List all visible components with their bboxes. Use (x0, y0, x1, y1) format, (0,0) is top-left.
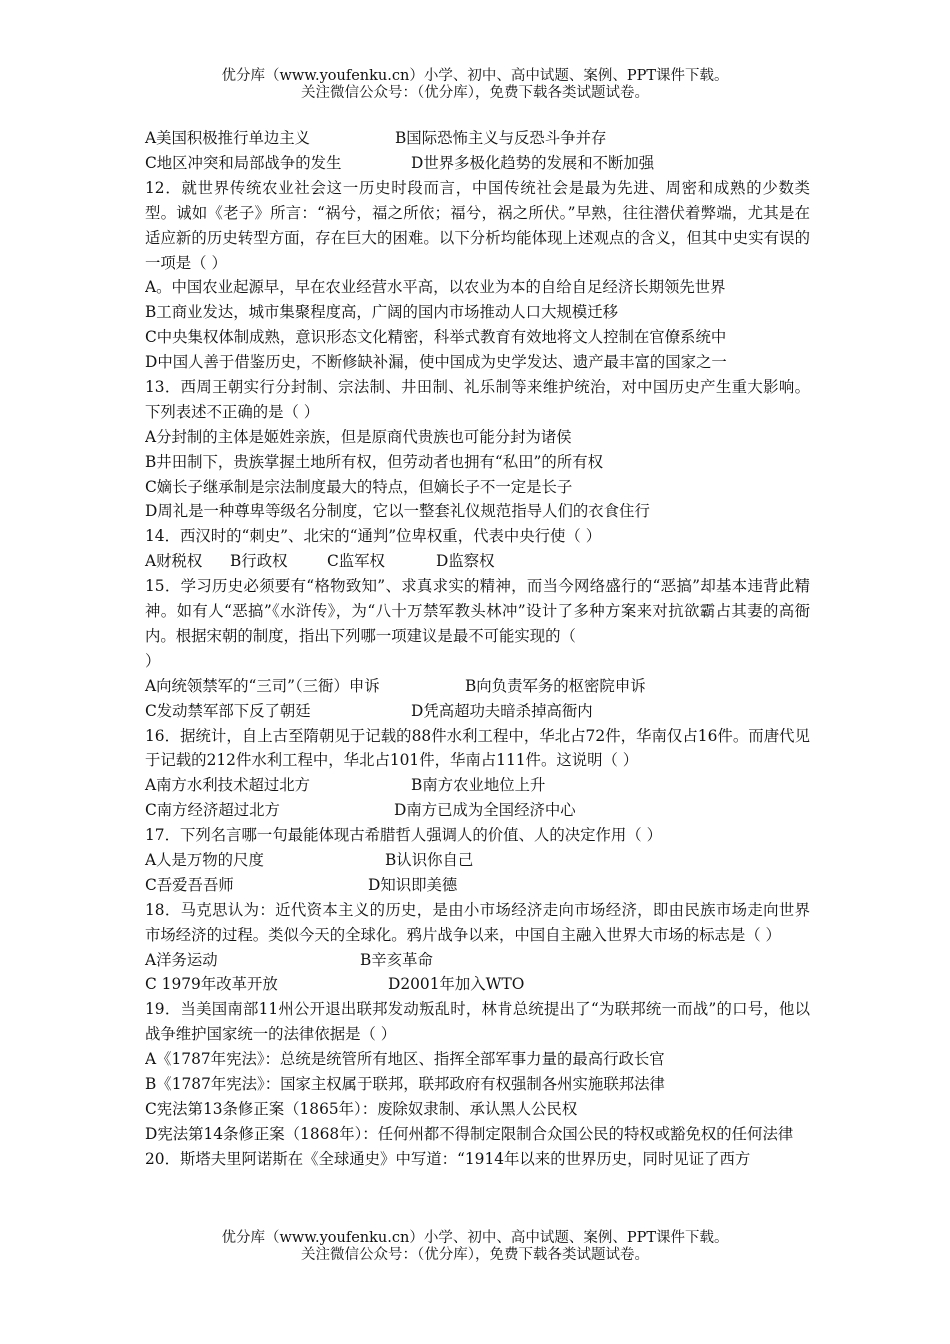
q17-stem: 17．下列名言哪一句最能体现古希腊哲人强调人的价值、人的决定作用（ ） (145, 826, 662, 845)
q18-option-c: C 1979年改革开放 (145, 975, 278, 994)
q15-stem: 15．学习历史必须要有“格物致知”、求真求实的精神，而当今网络盛行的“恶搞”却基本违背此精神。如有人“恶搞”《水浒传》，为“八十万禁军教头林冲”设计了多种方案来对抗欲霸占其妻的高衙内。根据宋朝的制度，指出下列哪一项建议是最不可能实现的（ (145, 577, 810, 645)
q13-option-b: B井田制下，贵族掌握土地所有权，但劳动者也拥有“私田”的所有权 (145, 452, 603, 471)
q13-stem: 13．西周王朝实行分封制、宗法制、井田制、礼乐制等来维护统治，对中国历史产生重大影响。下列表述不正确的是（ ） (145, 377, 810, 421)
page-header (0, 68, 950, 102)
header-line-1: 优分库（www.youfenku.cn）小学、初中、高中试题、案例、PPT课件下载。 (221, 68, 729, 84)
q15-options-row-2 (145, 699, 810, 724)
q16-option-b: B南方农业地位上升 (411, 776, 546, 795)
q16-option-d: D南方已成为全国经济中心 (394, 801, 576, 820)
q14-option-c: C监军权 (327, 552, 385, 571)
q16-option-c: C南方经济超过北方 (145, 801, 280, 820)
exam-content (145, 126, 810, 1172)
q12-option-d: D中国人善于借鉴历史，不断修缺补漏，使中国成为史学发达、遗产最丰富的国家之一 (145, 353, 727, 372)
footer-line-1: 优分库（www.youfenku.cn）小学、初中、高中试题、案例、PPT课件下载。 (221, 1230, 729, 1246)
q19-option-d: D宪法第14条修正案（1868年）：任何州都不得制定限制合众国公民的特权或豁免权的任何法律 (145, 1124, 794, 1143)
q13-option-c: C嫡长子继承制是宗法制度最大的特点，但嫡长子不一定是长子 (145, 477, 573, 496)
q18-option-b: B辛亥革命 (360, 950, 433, 969)
q17-option-d: D知识即美德 (368, 875, 458, 894)
q19-option-a: A《1787年宪法》：总统是统管所有地区、指挥全部军事力量的最高行政长官 (145, 1050, 665, 1069)
q12-option-c: C中央集权体制成熟，意识形态文化精密，科举式教育有效地将文人控制在官僚系统中 (145, 328, 727, 347)
q11-option-b: B国际恐怖主义与反恐斗争并存 (395, 129, 607, 147)
q12-option-a: A。中国农业起源早，早在农业经营水平高，以农业为本的自给自足经济长期领先世界 (145, 278, 726, 297)
header-line-2: 关注微信公众号：（优分库），免费下载各类试题试卷。 (301, 85, 649, 101)
q17-option-c: C吾爱吾吾师 (145, 875, 234, 894)
q15-option-b: B向负责军务的枢密院申诉 (465, 676, 646, 695)
q18-options-row-2 (145, 972, 810, 997)
q11-option-a: A美国积极推行单边主义 (145, 129, 311, 147)
q16-stem: 16．据统计，自上古至隋朝见于记载的88件水利工程中，华北占72件，华南仅占16件。而唐代见于记载的212件水利工程中，华北占101件，华南占111件。这说明（ ） (145, 726, 810, 770)
q14-option-d: D监察权 (436, 552, 495, 571)
q15-option-d: D凭高超功夫暗杀掉高衙内 (411, 701, 593, 720)
q13-option-a: A分封制的主体是姬姓亲族，但是原商代贵族也可能分封为诸侯 (145, 427, 572, 446)
q14-option-b: B行政权 (230, 552, 288, 571)
q15-stem-tail: ） (145, 651, 161, 670)
q20-stem: 20．斯塔夫里阿诺斯在《全球通史》中写道：“1914年以来的世界历史，同时见证了西方 (145, 1149, 751, 1168)
q15-options-row-1 (145, 674, 810, 699)
q18-options-row-1 (145, 948, 810, 973)
q18-stem: 18．马克思认为：近代资本主义的历史，是由小市场经济走向市场经济，即由民族市场走向世界市场经济的过程。类似今天的全球化。鸦片战争以来，中国自主融入世界大市场的标志是（ ） (145, 900, 810, 944)
q12-stem: 12．就世界传统农业社会这一历史时段而言，中国传统社会是最为先进、周密和成熟的少数类型。诚如《老子》所言：“祸兮，福之所依；福兮，祸之所伏。”早熟，往往潜伏着弊端，尤其是在适应新的历史转型方面，存在巨大的困难。以下分析均能体现上述观点的含义，但其中史实有误的一项是（ ） (145, 178, 810, 272)
q19-stem: 19．当美国南部11州公开退出联邦发动叛乱时，林肯总统提出了“为联邦统一而战”的口号，他以战争维护国家统一的法律依据是（ ） (145, 1000, 810, 1044)
q16-option-a: A南方水利技术超过北方 (145, 776, 311, 795)
q14-stem: 14．西汉时的“刺史”、北宋的“通判”位卑权重，代表中央行使（ ） (145, 527, 602, 546)
q17-option-b: B认识你自己 (385, 851, 474, 869)
q19-option-c: C宪法第13条修正案（1865年）：废除奴隶制、承认黑人公民权 (145, 1099, 578, 1118)
q16-options-row-1 (145, 773, 810, 798)
q11-option-c: C地区冲突和局部战争的发生 (145, 153, 342, 172)
q11-options-row-1 (145, 126, 810, 151)
q13-option-d: D周礼是一种尊卑等级名分制度，它以一整套礼仪规范指导人们的衣食住行 (145, 502, 650, 521)
q14-option-a: A财税权 (145, 552, 203, 571)
q14-options-row (145, 549, 810, 574)
q17-options-row-2 (145, 873, 810, 898)
q12-option-b: B工商业发达，城市集聚程度高，广阔的国内市场推动人口大规模迁移 (145, 303, 619, 322)
q17-options-row-1 (145, 848, 810, 873)
q19-option-b: B《1787年宪法》：国家主权属于联邦，联邦政府有权强制各州实施联邦法律 (145, 1075, 665, 1094)
q11-options-row-2 (145, 151, 810, 176)
q15-option-a: A向统领禁军的“三司”（三衙）申诉 (145, 676, 380, 695)
footer-line-2: 关注微信公众号：（优分库），免费下载各类试题试卷。 (301, 1247, 649, 1263)
page-footer (0, 1230, 950, 1264)
q11-option-d: D世界多极化趋势的发展和不断加强 (411, 153, 655, 172)
q18-option-a: A洋务运动 (145, 950, 218, 969)
q15-option-c: C发动禁军部下反了朝廷 (145, 701, 311, 720)
q17-option-a: A人是万物的尺度 (145, 851, 264, 869)
q18-option-d: D2001年加入WTO (388, 975, 525, 994)
q16-options-row-2 (145, 798, 810, 823)
